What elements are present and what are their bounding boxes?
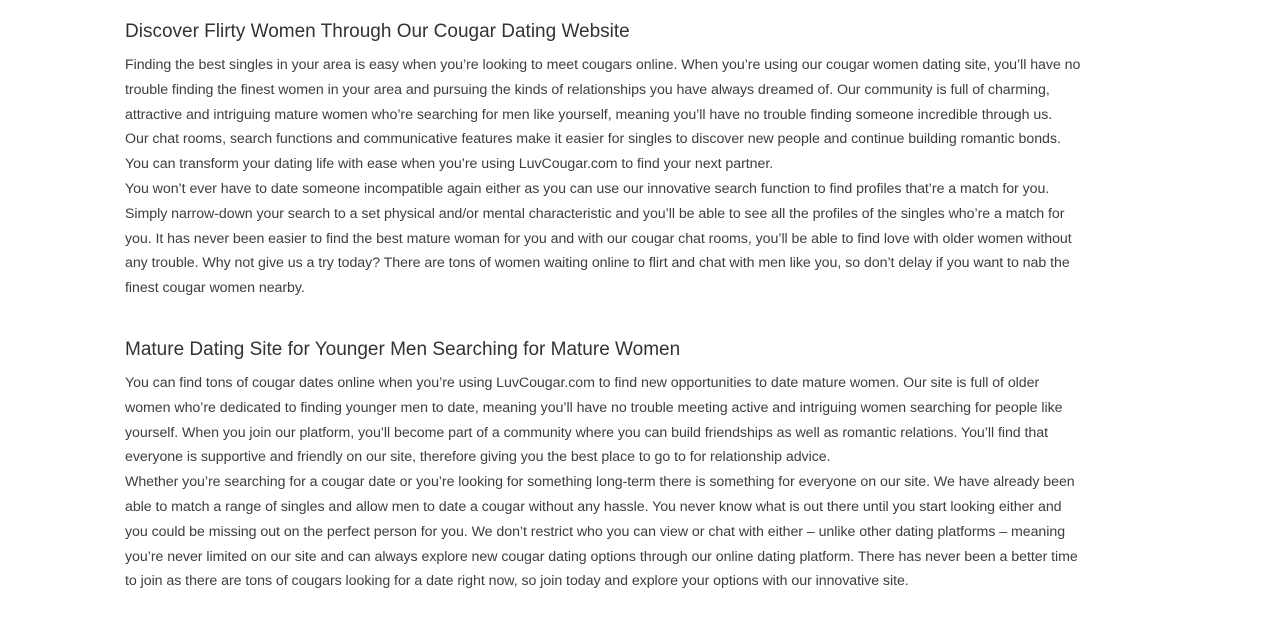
section-2-heading: Mature Dating Site for Younger Men Searching for Mature Women — [125, 338, 681, 360]
section-2-paragraph-1: You can find tons of cougar dates online when you’re using LuvCougar.com to find new opportunities to date mature women. Our site is full of older women who’re dedicated to finding younger men to date, meaning you’ll have no trouble meeting active and intriguing women searching for people like yourself. When you join our platform, you’ll become part of a community where you can build friendships as well as romantic relations. You’ll find that everyone is supportive and friendly on our site, therefore giving you the best place to go to for relationship advice. — [125, 374, 1063, 466]
section-1-paragraph-4: You won’t ever have to date someone incompatible again either as you can use our innovative search function to find profiles that’re a match for you. Simply narrow-down your search to a set physical and/or mental characteristic and you’ll be able to see all the profiles of the singles who’re a match for you. It has never been easier to find the best mature woman for you and with our cougar chat rooms, you’ll be able to find love with older women without any trouble. Why not give us a try today? There are tons of women waiting online to flirt and chat with men like you, so don’t delay if you want to nab the finest cougar women nearby. — [125, 180, 1072, 297]
section-1-paragraph-1: Finding the best singles in your area is easy when you’re looking to meet cougars online. When you’re using our cougar women dating site, you’ll have no trouble finding the finest women in your area and pursuing the kinds of relationships you have always dreamed of. Our community is full of charming, attractive and intriguing mature women who’re searching for men like yourself, meaning you’ll have no trouble finding someone incredible through us. — [125, 57, 1081, 123]
section-1-heading: Discover Flirty Women Through Our Cougar Dating Website — [125, 21, 630, 42]
section-1-paragraph-2: Our chat rooms, search functions and communicative features make it easier for singles to discover new people and continue building romantic bonds. — [125, 131, 1061, 148]
section-2-paragraph-2: Whether you’re searching for a cougar date or you’re looking for something long-term there is something for everyone on our site. We have already been able to match a range of singles and allow men to date a cougar without any hassle. You never know what is out there until you start looking either and you could be missing out on the perfect person for you. We don’t restrict who you can view or chat with either – unlike other dating platforms – meaning you’re never limited on our site and can always explore new cougar dating options through our online dating platform. There has never been a better time to join as there are tons of cougars looking for a date right now, so join today and explore your options with our innovative site. — [125, 474, 1078, 590]
section-1-paragraph-3: You can transform your dating life with ease when you’re using LuvCougar.com to find your next partner. — [125, 156, 774, 173]
article-content — [125, 0, 1087, 594]
